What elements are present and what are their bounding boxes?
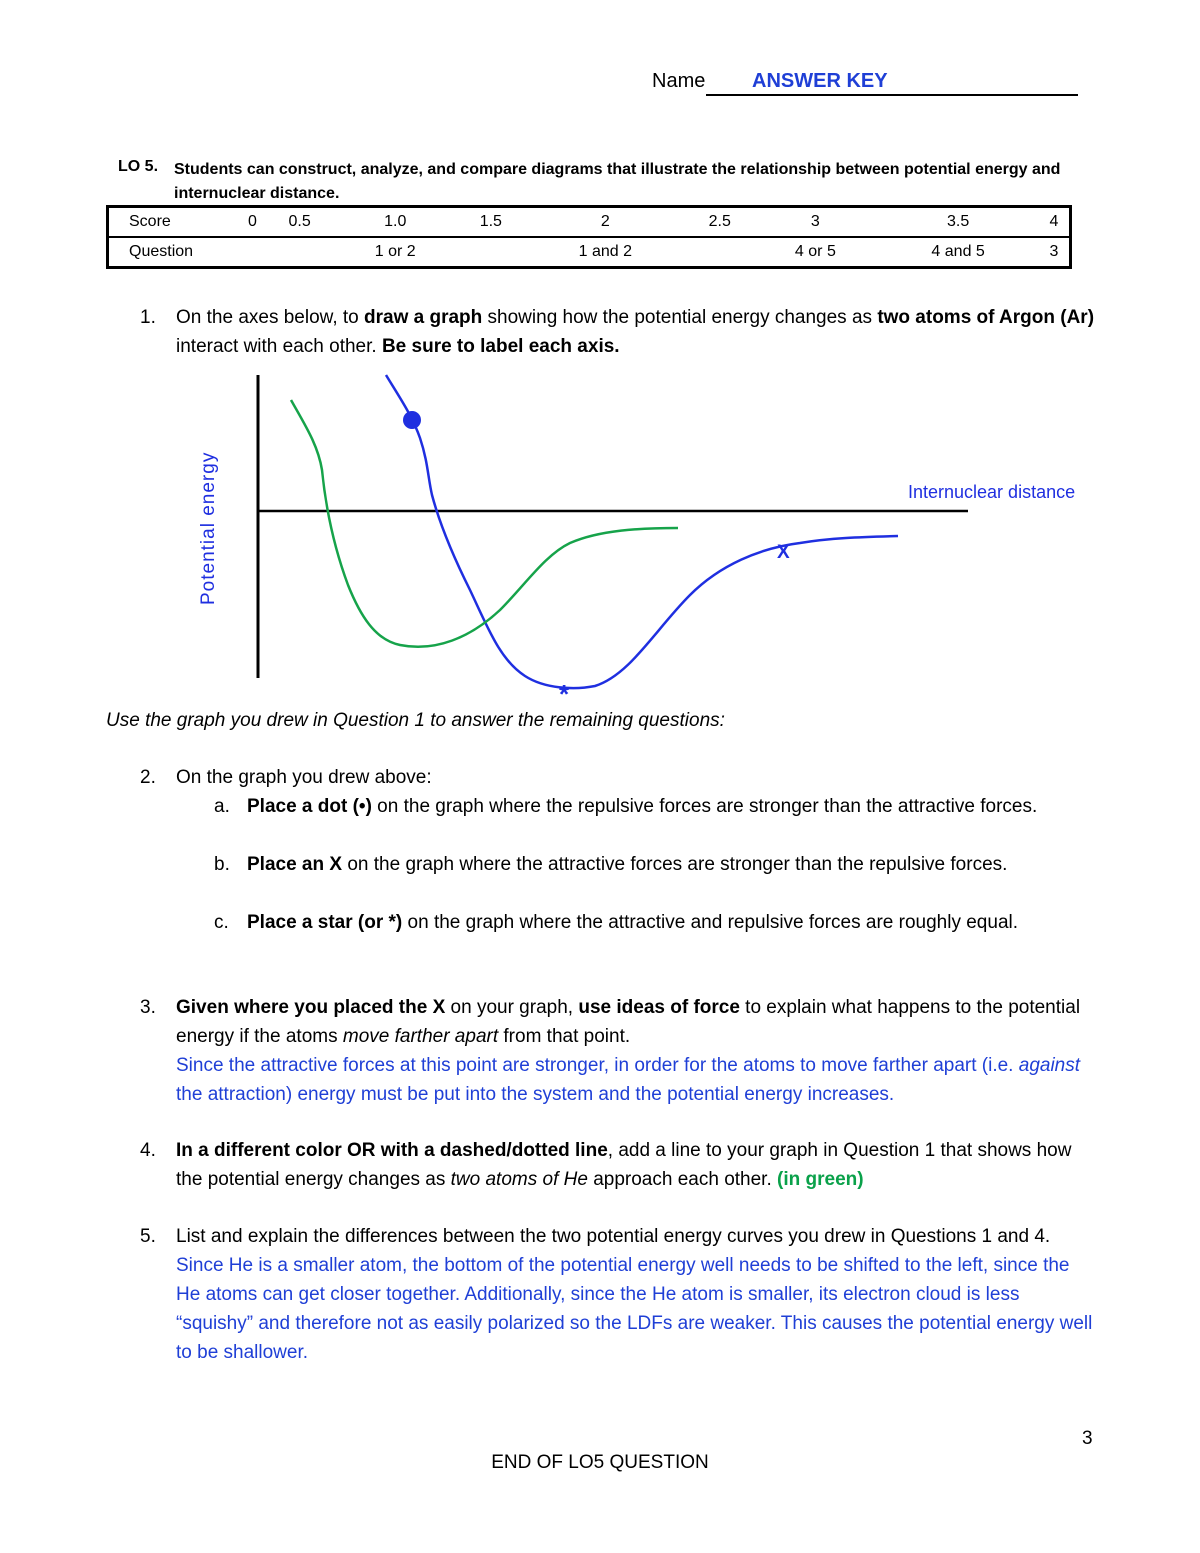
score-cell: 0.5 — [266, 207, 333, 238]
question-number: 2. — [140, 767, 156, 788]
question-3-text: Given where you placed the X on your graph, use ideas of force to explain what happens to the potential energy if the atoms move farther apart from that point. Since the attractive forces at this point are stronger, in order for the atoms to move farther apart (i.e. against the attraction) energy must be put into the system and the potential energy increases. — [176, 993, 1096, 1109]
question-3-answer: Since the attractive forces at this point are stronger, in order for the atoms to move farther apart (i.e. against the attraction) energy must be put into the system and the potential energy increases. — [176, 1055, 1081, 1105]
question-label: Question — [129, 243, 194, 260]
question-2-text: On the graph you drew above: — [176, 767, 432, 788]
score-cell: 2.5 — [686, 207, 753, 238]
question-4-answer: (in green) — [777, 1169, 864, 1190]
score-cell: 1.5 — [457, 207, 524, 238]
footer: END OF LO5 QUESTION — [491, 1452, 709, 1473]
score-cell: 0 — [239, 207, 266, 238]
y-axis-label: Potential energy — [198, 451, 219, 605]
instructions: Use the graph you drew in Question 1 to answer the remaining questions: — [106, 710, 725, 731]
question-number: 3. — [140, 997, 156, 1018]
lo-text: Students can construct, analyze, and compare diagrams that illustrate the relationship between potential energy and internuclear distance. — [174, 161, 1061, 202]
score-cell: 1.0 — [333, 207, 457, 238]
question-1-text: On the axes below, to draw a graph showing how the potential energy changes as two atoms of Argon (Ar) interact with each other. Be sure to label each axis. — [176, 307, 1095, 357]
score-cell: 3.5 — [877, 207, 1039, 238]
question-cell: 3 — [1049, 243, 1059, 260]
question-cell: 1 or 2 — [374, 243, 416, 260]
x-marker: X — [777, 542, 790, 563]
name-label: Name — [652, 70, 706, 92]
x-axis-label: Internuclear distance — [908, 482, 1076, 502]
question-cell: 4 and 5 — [931, 243, 985, 260]
page-number: 3 — [1082, 1428, 1093, 1449]
question-number: 5. — [140, 1226, 156, 1247]
score-cell: 2 — [525, 207, 687, 238]
score-label: Score — [108, 207, 240, 238]
lo-number: LO 5. — [118, 158, 159, 175]
repulsive-dot-marker — [403, 411, 421, 429]
question-number: 4. — [140, 1140, 156, 1161]
star-marker: * — [559, 679, 570, 709]
argon-curve — [386, 375, 898, 688]
question-4-text: In a different color OR with a dashed/dotted line, add a line to your graph in Question 1 that shows how the potential energy changes as two atoms of He approach each other. (in green) — [176, 1140, 1072, 1190]
question-cell: 1 and 2 — [578, 243, 632, 260]
question-5-text: List and explain the differences between the two potential energy curves you drew in Questions 1 and 4. Since He is a smaller atom, the bottom of the potential energy well needs to be shifted to the left, since the He atoms can get closer together. Additionally, since the He atom is smaller, its electron cloud is less “squishy” and therefore not as easily polarized so the LDFs are weaker. This causes the potential energy well to be shallower. — [176, 1222, 1096, 1367]
question-number: 1. — [140, 307, 156, 328]
answer-key-label: ANSWER KEY — [752, 70, 888, 92]
question-5-answer: Since He is a smaller atom, the bottom of the potential energy well needs to be shifted to the left, since the He atoms can get closer together. Additionally, since the He atom is smaller, its electron cloud is less “squishy” and therefore not as easily polarized so the LDFs are weaker. This causes the potential energy well to be shallower. — [176, 1255, 1093, 1363]
helium-curve — [291, 400, 678, 647]
score-cell: 3 — [753, 207, 877, 238]
score-cell: 4 — [1039, 207, 1071, 238]
question-cell: 4 or 5 — [794, 243, 836, 260]
